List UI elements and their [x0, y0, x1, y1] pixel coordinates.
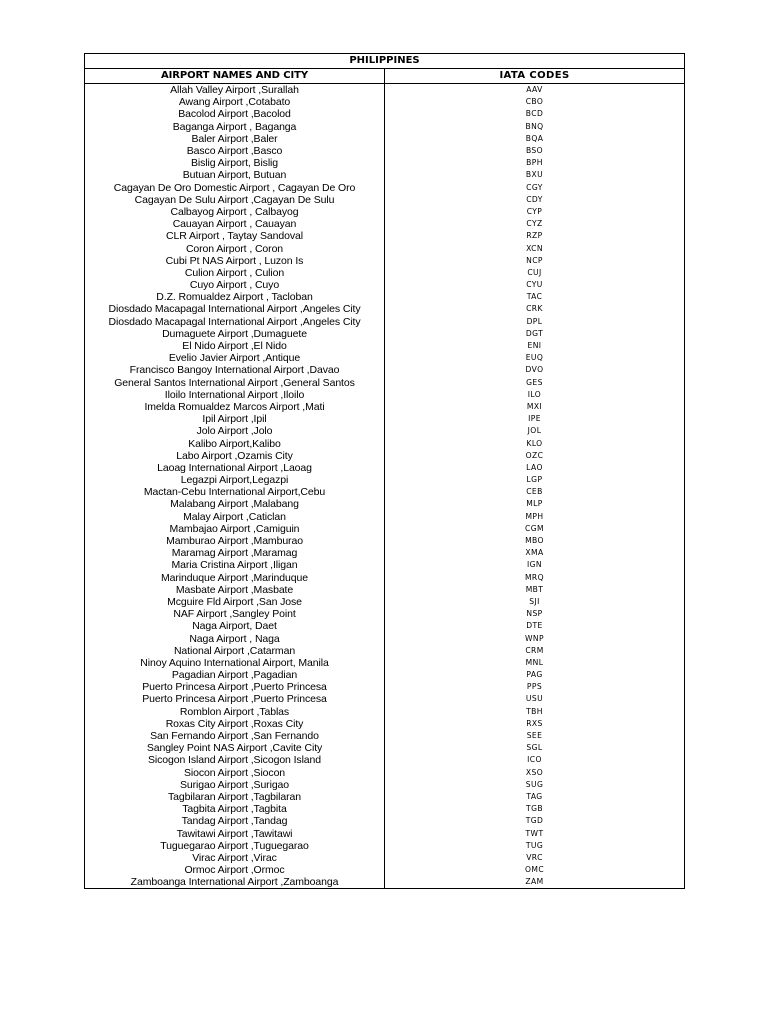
airport-name-cell: Naga Airport, Daet: [85, 620, 385, 632]
airport-name-cell: Surigao Airport ,Surigao: [85, 779, 385, 791]
airport-name-cell: Cagayan De Sulu Airport ,Cagayan De Sulu: [85, 194, 385, 206]
iata-code-cell: MBT: [385, 584, 685, 596]
airport-name-cell: Calbayog Airport , Calbayog: [85, 206, 385, 218]
airport-name-cell: Coron Airport , Coron: [85, 242, 385, 254]
table-row: [85, 401, 685, 413]
iata-code-cell: ICO: [385, 754, 685, 766]
iata-code-cell: CRK: [385, 303, 685, 315]
table-body: [85, 84, 685, 889]
table-row: [85, 242, 685, 254]
table-row: [85, 84, 685, 97]
table-row: [85, 462, 685, 474]
table-row: [85, 852, 685, 864]
airport-name-cell: Imelda Romualdez Marcos Airport ,Mati: [85, 401, 385, 413]
airport-table: [84, 53, 685, 889]
iata-code-cell: ENI: [385, 340, 685, 352]
airport-name-cell: Butuan Airport, Butuan: [85, 169, 385, 181]
iata-code-cell: CGM: [385, 523, 685, 535]
table-row: [85, 450, 685, 462]
airport-name-cell: Naga Airport , Naga: [85, 632, 385, 644]
iata-code-cell: MLP: [385, 498, 685, 510]
table-row: [85, 815, 685, 827]
table-row: [85, 206, 685, 218]
iata-code-cell: CDY: [385, 194, 685, 206]
table-row: [85, 108, 685, 120]
iata-code-cell: AAV: [385, 84, 685, 97]
table-row: [85, 377, 685, 389]
airport-name-cell: Allah Valley Airport ,Surallah: [85, 84, 385, 97]
airport-name-cell: Laoag International Airport ,Laoag: [85, 462, 385, 474]
airport-name-cell: Cuyo Airport , Cuyo: [85, 279, 385, 291]
table-row: [85, 230, 685, 242]
table-row: [85, 864, 685, 876]
table-row: [85, 157, 685, 169]
iata-code-cell: CEB: [385, 486, 685, 498]
iata-code-cell: RZP: [385, 230, 685, 242]
airport-name-cell: Marinduque Airport ,Marinduque: [85, 572, 385, 584]
table-row: [85, 706, 685, 718]
iata-code-cell: BCD: [385, 108, 685, 120]
airport-name-cell: Bacolod Airport ,Bacolod: [85, 108, 385, 120]
iata-code-cell: PAG: [385, 669, 685, 681]
iata-code-cell: XMA: [385, 547, 685, 559]
table-row: [85, 364, 685, 376]
header-row: [85, 69, 685, 84]
table-row: [85, 535, 685, 547]
column-header-name: AIRPORT NAMES AND CITY: [85, 69, 385, 84]
iata-code-cell: OMC: [385, 864, 685, 876]
airport-name-cell: Puerto Princesa Airport ,Puerto Princesa: [85, 693, 385, 705]
iata-code-cell: DGT: [385, 328, 685, 340]
iata-code-cell: IPE: [385, 413, 685, 425]
airport-name-cell: Tuguegarao Airport ,Tuguegarao: [85, 840, 385, 852]
airport-name-cell: Francisco Bangoy International Airport ,Davao: [85, 364, 385, 376]
iata-code-cell: NSP: [385, 608, 685, 620]
airport-name-cell: San Fernando Airport ,San Fernando: [85, 730, 385, 742]
table-row: [85, 876, 685, 889]
airport-name-cell: Diosdado Macapagal International Airport ,Angeles City: [85, 316, 385, 328]
title-row: [85, 54, 685, 69]
iata-code-cell: VRC: [385, 852, 685, 864]
table-row: [85, 267, 685, 279]
airport-name-cell: Siocon Airport ,Siocon: [85, 767, 385, 779]
table-row: [85, 730, 685, 742]
table-row: [85, 669, 685, 681]
airport-name-cell: Tagbilaran Airport ,Tagbilaran: [85, 791, 385, 803]
table-row: [85, 681, 685, 693]
table-row: [85, 572, 685, 584]
table-row: [85, 279, 685, 291]
table-row: [85, 620, 685, 632]
table-row: [85, 803, 685, 815]
iata-code-cell: ZAM: [385, 876, 685, 889]
table-row: [85, 316, 685, 328]
airport-name-cell: Tandag Airport ,Tandag: [85, 815, 385, 827]
iata-code-cell: SEE: [385, 730, 685, 742]
table-row: [85, 645, 685, 657]
iata-code-cell: TWT: [385, 827, 685, 839]
iata-code-cell: SJI: [385, 596, 685, 608]
iata-code-cell: SUG: [385, 779, 685, 791]
table-title: PHILIPPINES: [85, 54, 685, 69]
table-row: [85, 511, 685, 523]
iata-code-cell: MXI: [385, 401, 685, 413]
table-row: [85, 96, 685, 108]
airport-name-cell: Baler Airport ,Baler: [85, 133, 385, 145]
airport-name-cell: Puerto Princesa Airport ,Puerto Princesa: [85, 681, 385, 693]
airport-name-cell: Tagbita Airport ,Tagbita: [85, 803, 385, 815]
iata-code-cell: KLO: [385, 437, 685, 449]
table-row: [85, 547, 685, 559]
table-row: [85, 693, 685, 705]
iata-code-cell: TAG: [385, 791, 685, 803]
iata-code-cell: CGY: [385, 182, 685, 194]
iata-code-cell: TBH: [385, 706, 685, 718]
table-row: [85, 754, 685, 766]
airport-name-cell: Diosdado Macapagal International Airport ,Angeles City: [85, 303, 385, 315]
table-row: [85, 779, 685, 791]
iata-code-cell: OZC: [385, 450, 685, 462]
airport-name-cell: NAF Airport ,Sangley Point: [85, 608, 385, 620]
airport-name-cell: Dumaguete Airport ,Dumaguete: [85, 328, 385, 340]
iata-code-cell: BQA: [385, 133, 685, 145]
iata-code-cell: DVO: [385, 364, 685, 376]
airport-name-cell: Tawitawi Airport ,Tawitawi: [85, 827, 385, 839]
iata-code-cell: CUJ: [385, 267, 685, 279]
table-row: [85, 584, 685, 596]
airport-name-cell: Iloilo International Airport ,Iloilo: [85, 389, 385, 401]
iata-code-cell: JOL: [385, 425, 685, 437]
airport-name-cell: Jolo Airport ,Jolo: [85, 425, 385, 437]
table-row: [85, 742, 685, 754]
iata-code-cell: NCP: [385, 255, 685, 267]
airport-name-cell: Zamboanga International Airport ,Zamboanga: [85, 876, 385, 889]
table-row: [85, 303, 685, 315]
airport-name-cell: Pagadian Airport ,Pagadian: [85, 669, 385, 681]
airport-name-cell: Cauayan Airport , Cauayan: [85, 218, 385, 230]
airport-name-cell: National Airport ,Catarman: [85, 645, 385, 657]
table-row: [85, 218, 685, 230]
airport-name-cell: Mambajao Airport ,Camiguin: [85, 523, 385, 535]
airport-name-cell: CLR Airport , Taytay Sandoval: [85, 230, 385, 242]
iata-code-cell: IGN: [385, 559, 685, 571]
iata-code-cell: CYP: [385, 206, 685, 218]
table-row: [85, 255, 685, 267]
airport-name-cell: Labo Airport ,Ozamis City: [85, 450, 385, 462]
airport-name-cell: Masbate Airport ,Masbate: [85, 584, 385, 596]
table-row: [85, 169, 685, 181]
table-row: [85, 133, 685, 145]
iata-code-cell: CYZ: [385, 218, 685, 230]
iata-code-cell: CBO: [385, 96, 685, 108]
iata-code-cell: BPH: [385, 157, 685, 169]
airport-name-cell: Baganga Airport , Baganga: [85, 121, 385, 133]
airport-name-cell: Ipil Airport ,Ipil: [85, 413, 385, 425]
table-row: [85, 608, 685, 620]
airport-name-cell: Malay Airport ,Caticlan: [85, 511, 385, 523]
table-row: [85, 340, 685, 352]
table-row: [85, 486, 685, 498]
table-row: [85, 523, 685, 535]
airport-name-cell: Maria Cristina Airport ,Iligan: [85, 559, 385, 571]
iata-code-cell: XSO: [385, 767, 685, 779]
airport-name-cell: Malabang Airport ,Malabang: [85, 498, 385, 510]
airport-name-cell: Legazpi Airport,Legazpi: [85, 474, 385, 486]
iata-code-cell: TGB: [385, 803, 685, 815]
iata-code-cell: DPL: [385, 316, 685, 328]
airport-name-cell: Mcguire Fld Airport ,San Jose: [85, 596, 385, 608]
iata-code-cell: LAO: [385, 462, 685, 474]
iata-code-cell: RXS: [385, 718, 685, 730]
iata-code-cell: GES: [385, 377, 685, 389]
table-row: [85, 145, 685, 157]
airport-name-cell: Evelio Javier Airport ,Antique: [85, 352, 385, 364]
airport-name-cell: Cagayan De Oro Domestic Airport , Cagayan De Oro: [85, 182, 385, 194]
table-row: [85, 352, 685, 364]
table-row: [85, 389, 685, 401]
table-row: [85, 194, 685, 206]
table-row: [85, 657, 685, 669]
table-row: [85, 437, 685, 449]
airport-name-cell: Culion Airport , Culion: [85, 267, 385, 279]
airport-name-cell: Awang Airport ,Cotabato: [85, 96, 385, 108]
table-row: [85, 291, 685, 303]
iata-code-cell: MBO: [385, 535, 685, 547]
iata-code-cell: MRQ: [385, 572, 685, 584]
iata-code-cell: DTE: [385, 620, 685, 632]
airport-name-cell: Mactan-Cebu International Airport,Cebu: [85, 486, 385, 498]
table-row: [85, 182, 685, 194]
table-row: [85, 328, 685, 340]
table-row: [85, 632, 685, 644]
iata-code-cell: CYU: [385, 279, 685, 291]
table-row: [85, 767, 685, 779]
table-row: [85, 474, 685, 486]
airport-name-cell: Cubi Pt NAS Airport , Luzon Is: [85, 255, 385, 267]
iata-code-cell: LGP: [385, 474, 685, 486]
airport-name-cell: Roxas City Airport ,Roxas City: [85, 718, 385, 730]
airport-name-cell: D.Z. Romualdez Airport , Tacloban: [85, 291, 385, 303]
airport-name-cell: Virac Airport ,Virac: [85, 852, 385, 864]
iata-code-cell: TUG: [385, 840, 685, 852]
airport-name-cell: Maramag Airport ,Maramag: [85, 547, 385, 559]
iata-code-cell: EUQ: [385, 352, 685, 364]
table-row: [85, 425, 685, 437]
iata-code-cell: TGD: [385, 815, 685, 827]
iata-code-cell: TAC: [385, 291, 685, 303]
iata-code-cell: SGL: [385, 742, 685, 754]
table-row: [85, 791, 685, 803]
iata-code-cell: MNL: [385, 657, 685, 669]
iata-code-cell: BSO: [385, 145, 685, 157]
iata-code-cell: BXU: [385, 169, 685, 181]
table-row: [85, 498, 685, 510]
table-row: [85, 559, 685, 571]
airport-name-cell: El Nido Airport ,El Nido: [85, 340, 385, 352]
table-row: [85, 121, 685, 133]
iata-code-cell: MPH: [385, 511, 685, 523]
iata-code-cell: XCN: [385, 242, 685, 254]
table-row: [85, 413, 685, 425]
iata-code-cell: ILO: [385, 389, 685, 401]
column-header-code: IATA CODES: [385, 69, 685, 84]
iata-code-cell: PPS: [385, 681, 685, 693]
airport-name-cell: Bislig Airport, Bislig: [85, 157, 385, 169]
airport-name-cell: Sangley Point NAS Airport ,Cavite City: [85, 742, 385, 754]
table-row: [85, 827, 685, 839]
airport-name-cell: Romblon Airport ,Tablas: [85, 706, 385, 718]
airport-name-cell: Mamburao Airport ,Mamburao: [85, 535, 385, 547]
airport-name-cell: Basco Airport ,Basco: [85, 145, 385, 157]
table-row: [85, 718, 685, 730]
airport-name-cell: Ormoc Airport ,Ormoc: [85, 864, 385, 876]
airport-name-cell: Ninoy Aquino International Airport, Manila: [85, 657, 385, 669]
airport-name-cell: Kalibo Airport,Kalibo: [85, 437, 385, 449]
airport-name-cell: Sicogon Island Airport ,Sicogon Island: [85, 754, 385, 766]
iata-code-cell: WNP: [385, 632, 685, 644]
table-row: [85, 840, 685, 852]
iata-code-cell: CRM: [385, 645, 685, 657]
iata-code-cell: BNQ: [385, 121, 685, 133]
airport-name-cell: General Santos International Airport ,General Santos: [85, 377, 385, 389]
iata-code-cell: USU: [385, 693, 685, 705]
table-row: [85, 596, 685, 608]
